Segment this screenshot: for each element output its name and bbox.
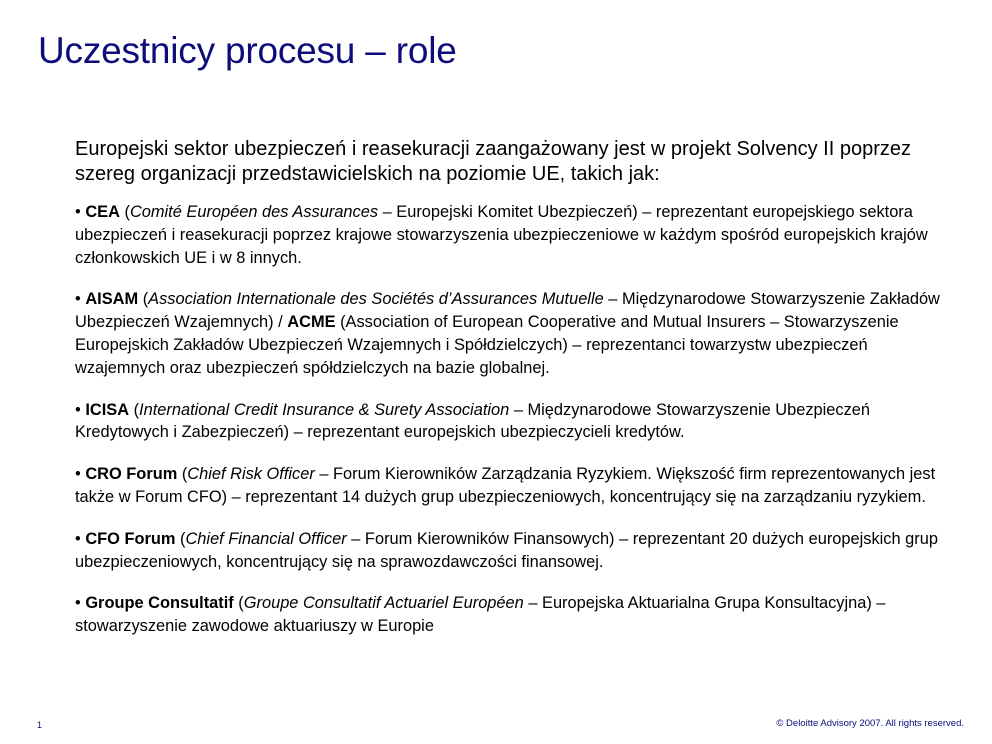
organization-description: – Forum Kierowników Finansowych) – reprezentant 20 dużych europejskich grup ubezpieczeniowych, koncentrujący się na sprawozdawczości finansowej. xyxy=(75,529,938,571)
organization-description: – Międzynarodowe Stowarzyszenie Ubezpieczeń Kredytowych i Zabezpieczeń) – reprezentant europejskich ubezpieczycieli kredytów. xyxy=(75,400,871,442)
organization-full-name: Groupe Consultatif Actuariel Européen xyxy=(243,594,524,613)
organization-description: – Europejski Komitet Ubezpieczeń) – reprezentant europejskiego sektora ubezpieczeń i reasekuracji poprzez krajowe stowarzyszenia ubezpieczeniowe w każdym spośród europejskich krajów członkowskich UE i w 8 innych. xyxy=(75,203,928,267)
bullet: • xyxy=(75,529,81,548)
slide-title: Uczestnicy procesu – role xyxy=(38,30,457,71)
entry-aisam: • AISAM (Association Internationale des Sociétés d’Assurances Mutuelle – Międzynarodowe Stowarzyszenie Zakładów Ubezpieczeń Wzajemnych) / ACME (Association of European Cooperative and Mutual Insurers – Stowarzyszenie Europejskich Zakładów Ubezpieczeń Wzajemnych i Spółdzielczych) – reprezentanci towarzystw ubezpieczeń wzajemnych oraz ubezpieczeń spółdzielczych na bazie globalnej. xyxy=(75,290,940,377)
organization-abbreviation: CEA xyxy=(85,203,120,221)
organization-abbreviation: ICISA xyxy=(85,400,130,419)
organization-full-name: Comité Européen des Assurances xyxy=(129,203,379,221)
entry-cro-forum: • CRO Forum (Chief Risk Officer – Forum Kierowników Zarządzania Ryzykiem. Większość firm reprezentowanych jest także w Forum CFO) – reprezentant 14 dużych grup ubezpieczeniowych, koncentrujący się na zarządzaniu ryzykiem. xyxy=(75,465,936,506)
organization-abbreviation: CFO Forum xyxy=(85,529,176,548)
organization-description-secondary: (Association of European Cooperative and Mutual Insurers – Stowarzyszenie Europejskich Zakładów Ubezpieczeń Wzajemnych i Spółdzielczych) – reprezentanci towarzystw ubezpieczeń wzajemnych oraz ubezpieczeń spółdzielczych na bazie globalnej. xyxy=(75,313,899,377)
bullet: • xyxy=(75,594,81,613)
organization-full-name: International Credit Insurance & Surety Association xyxy=(139,400,510,419)
bullet: • xyxy=(75,203,81,221)
organization-description: – Forum Kierowników Zarządzania Ryzykiem. Większość firm reprezentowanych jest także w Forum CFO) – reprezentant 14 dużych grup ubezpieczeniowych, koncentrujący się na zarządzaniu ryzykiem. xyxy=(75,465,936,506)
organization-abbreviation-secondary: ACME xyxy=(287,313,336,332)
organization-abbreviation: Groupe Consultatif xyxy=(85,594,234,613)
bullet: • xyxy=(75,400,81,419)
slide-content xyxy=(75,137,955,638)
organization-full-name: Chief Risk Officer xyxy=(187,465,315,484)
organization-description: – Międzynarodowe Stowarzyszenie Zakładów Ubezpieczeń Wzajemnych) / xyxy=(75,290,940,332)
copyright-notice: © Deloitte Advisory 2007. All rights reserved. xyxy=(776,718,964,729)
organization-full-name: Chief Financial Officer xyxy=(185,529,347,548)
page-number: 1 xyxy=(37,720,43,730)
entry-groupe-consultatif: • Groupe Consultatif (Groupe Consultatif Actuariel Européen – Europejska Aktuarialna Grupa Konsultacyjna) – stowarzyszenie zawodowe aktuariuszy w Europie xyxy=(75,594,886,636)
entry-icisa: • ICISA (International Credit Insurance & Surety Association – Międzynarodowe Stowarzyszenie Ubezpieczeń Kredytowych i Zabezpieczeń) – reprezentant europejskich ubezpieczycieli kredytów. xyxy=(75,400,871,442)
organization-abbreviation: AISAM xyxy=(85,290,139,309)
bullet: • xyxy=(75,290,81,309)
intro-paragraph: Europejski sektor ubezpieczeń i reasekuracji zaangażowany jest w projekt Solvency II poprzez szereg organizacji przedstawicielskich na poziomie UE, takich jak: xyxy=(75,138,911,185)
entry-cfo-forum: • CFO Forum (Chief Financial Officer – Forum Kierowników Finansowych) – reprezentant 20 dużych europejskich grup ubezpieczeniowych, koncentrujący się na sprawozdawczości finansowej. xyxy=(75,529,938,571)
organization-full-name: Association Internationale des Sociétés d’Assurances Mutuelle xyxy=(148,290,604,309)
organization-description: – Europejska Aktuarialna Grupa Konsultacyjna) – stowarzyszenie zawodowe aktuariuszy w Europie xyxy=(75,594,886,636)
organization-abbreviation: CRO Forum xyxy=(85,465,178,484)
entry-cea: • CEA (Comité Européen des Assurances – Europejski Komitet Ubezpieczeń) – reprezentant europejskiego sektora ubezpieczeń i reasekuracji poprzez krajowe stowarzyszenia ubezpieczeniowe w każdym spośród europejskich krajów członkowskich UE i w 8 innych. xyxy=(75,203,928,267)
bullet: • xyxy=(75,465,81,484)
